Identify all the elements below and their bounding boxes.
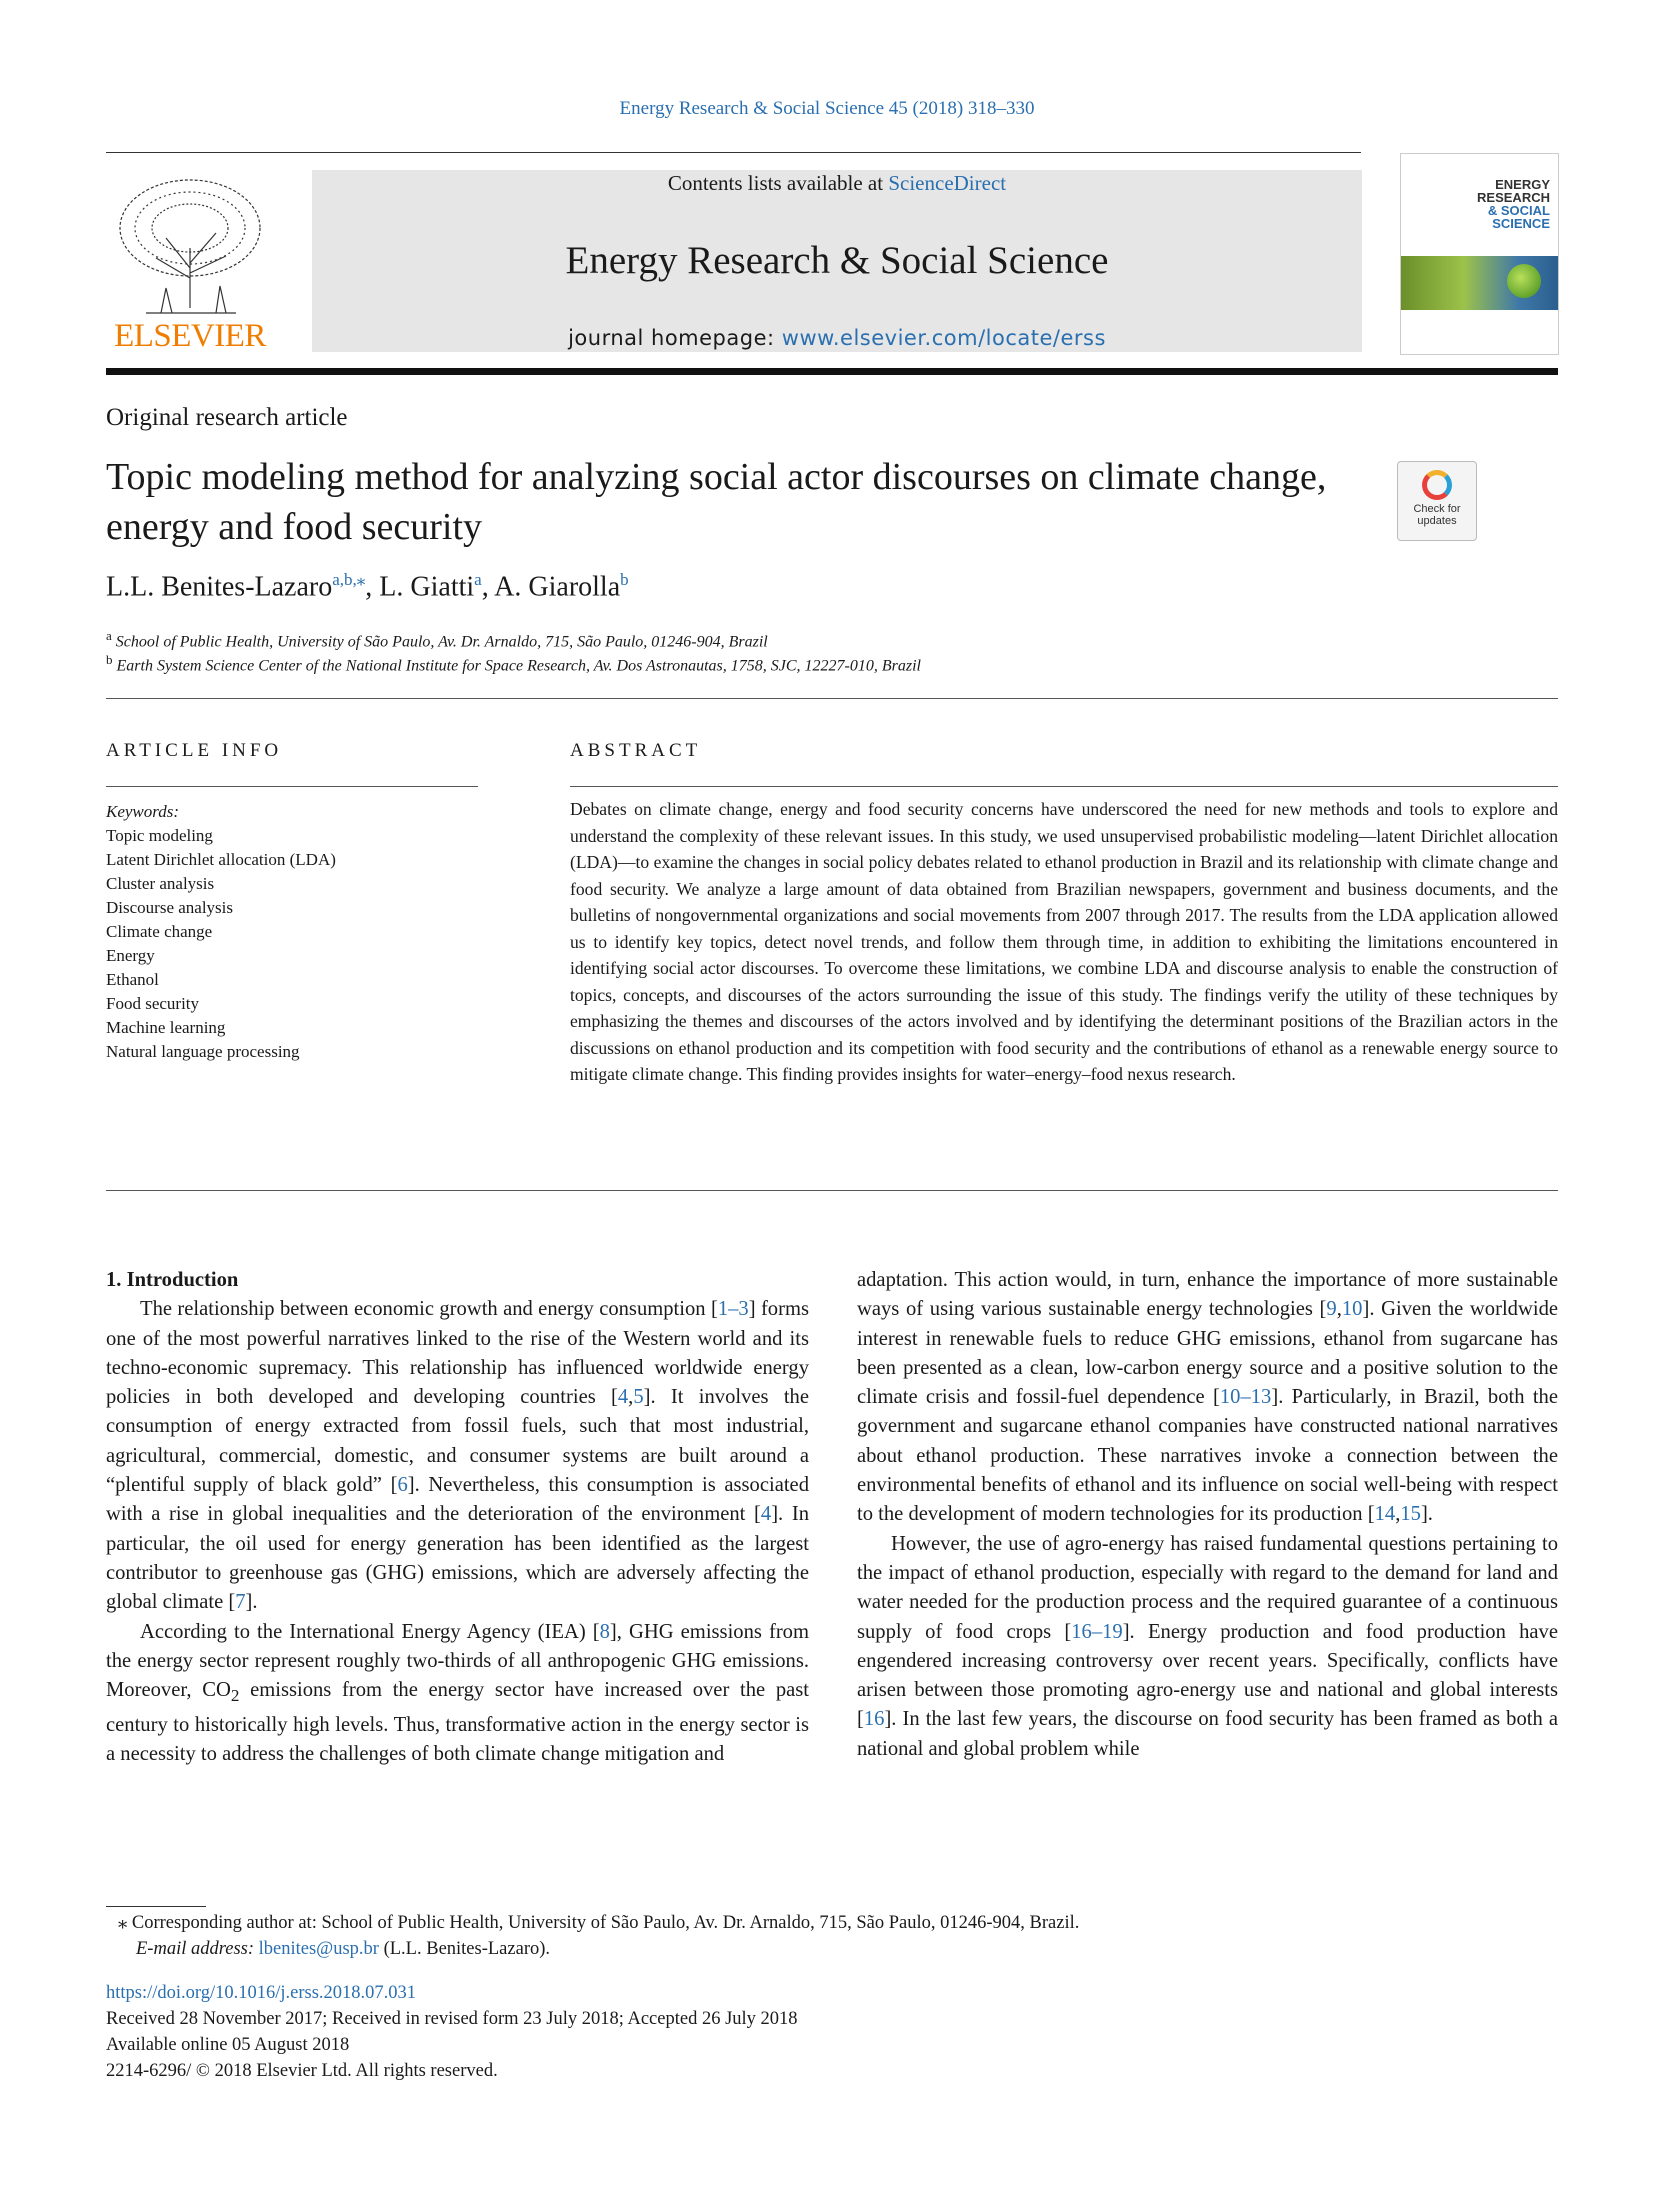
text-run: ]. In the last few years, the discourse on food security has been framed as both a national and global problem while: [857, 1708, 1558, 1760]
publication-info: [106, 1980, 798, 2084]
contents-prefix: Contents lists available at: [667, 171, 889, 195]
doi-link[interactable]: https://doi.org/10.1016/j.erss.2018.07.031: [106, 1983, 417, 2003]
text-run: ]. In particular, the oil used for energy generation has been identified as the largest contributor to greenhouse gas (GHG) emissions, which are adversely affecting the global climate [: [106, 1503, 809, 1614]
paragraph: [857, 1530, 1558, 1764]
citation-link[interactable]: 16–19: [1071, 1620, 1123, 1643]
received-dates: Received 28 November 2017; Received in revised form 23 July 2018; Accepted 26 July 2018: [106, 2009, 798, 2029]
header-thick-rule: [106, 368, 1558, 375]
author-affiliation-marks[interactable]: b: [620, 570, 629, 589]
available-online: Available online 05 August 2018: [106, 2035, 350, 2055]
divider: [570, 786, 1558, 787]
text-run: According to the International Energy Agency (IEA) [: [140, 1620, 600, 1643]
affiliation: [106, 628, 768, 651]
cover-title: [1477, 178, 1550, 230]
journal-cover-thumbnail[interactable]: [1400, 153, 1559, 355]
text-run: ,: [1395, 1503, 1401, 1526]
keyword: Latent Dirichlet allocation (LDA): [106, 850, 336, 869]
keyword: Discourse analysis: [106, 898, 234, 917]
author-separator: ,: [481, 571, 495, 603]
text-run: ]. Particularly, in Brazil, both the government and sugarcane ethanol companies have constructed national narratives about ethanol production. These narratives invoke a connection between the environmental benefits of ethanol and its influence on social well-being with respect to the development of modern technologies for its production [: [857, 1386, 1558, 1526]
footnote: [106, 1910, 1558, 1962]
text-run: ], GHG emissions from the energy sector represent roughly two-thirds of all anthropogenic GHG emissions. Moreover, CO: [106, 1620, 809, 1702]
email-suffix: (L.L. Benites-Lazaro).: [378, 1939, 551, 1959]
corresponding-author-note: [106, 1910, 1558, 1936]
citation-link[interactable]: 1–3: [717, 1298, 749, 1321]
citation-link[interactable]: 8: [599, 1620, 610, 1643]
text-run: The relationship between economic growth and energy consumption: [140, 1298, 711, 1321]
keyword: Climate change: [106, 922, 213, 941]
keywords-label: Keywords:: [106, 802, 180, 821]
text-run: However, the use of agro-energy has raised fundamental questions pertaining to the impact of ethanol production, especially with regard to the demand for land and water needed for the production process and the required guarantee of a continuous supply of food crops [: [857, 1532, 1558, 1643]
badge-line: updates: [1417, 515, 1457, 527]
citation-link[interactable]: 16: [863, 1708, 885, 1731]
citation-link[interactable]: 5: [633, 1386, 644, 1409]
citation-link[interactable]: 15: [1400, 1503, 1421, 1526]
text-run: ]. It involves the consumption of energy extracted from fossil fuels, such that most industrial, agricultural, commercial, domestic, and consumer systems are built around a “plentiful supply of black gold” [: [106, 1386, 809, 1497]
text-run: ].: [1420, 1503, 1433, 1526]
elsevier-wordmark: ELSEVIER: [114, 318, 266, 354]
article-info-heading: ARTICLE INFO: [106, 740, 283, 761]
citation-link[interactable]: 6: [397, 1474, 408, 1497]
affiliation-text: School of Public Health, University of São Paulo, Av. Dr. Arnaldo, 715, São Paulo, 01246-904, Brazil: [115, 633, 768, 651]
keyword: Energy: [106, 946, 155, 965]
affiliation-mark: b: [106, 652, 113, 667]
citation-link[interactable]: 10: [1341, 1298, 1363, 1321]
divider: [106, 1190, 1558, 1191]
citation-link[interactable]: 7: [235, 1591, 246, 1614]
keyword: Ethanol: [106, 970, 159, 989]
cover-line: RESEARCH: [1477, 190, 1550, 205]
footnote-mark: ⁎: [118, 1913, 128, 1933]
article-type: Original research article: [106, 404, 348, 431]
cover-line: SCIENCE: [1492, 216, 1550, 231]
citation-link[interactable]: 10–13: [1219, 1386, 1272, 1409]
corresponding-text: Corresponding author at: School of Public Health, University of São Paulo, Av. Dr. Arnaldo, 715, São Paulo, 01246-904, Brazil.: [131, 1913, 1080, 1933]
text-run: ] forms one of the most powerful narratives linked to the rise of the Western world and its techno-economic supremacy. This relationship has influenced worldwide energy policies in both developed and developing countries [: [106, 1298, 809, 1409]
subscript: 2: [230, 1686, 240, 1706]
author-affiliation-marks[interactable]: a: [474, 570, 482, 589]
keyword: Natural language processing: [106, 1042, 300, 1061]
divider: [106, 786, 478, 787]
keyword: Topic modeling: [106, 826, 213, 845]
contents-line: [312, 171, 1362, 196]
author-name: L. Giatti: [379, 571, 475, 603]
body-column-left: [106, 1266, 809, 1769]
copyright: 2214-6296/ © 2018 Elsevier Ltd. All rights reserved.: [106, 2061, 498, 2081]
journal-citation[interactable]: Energy Research & Social Science 45 (2018) 318–330: [619, 98, 1035, 119]
header-rule: [106, 152, 1361, 153]
citation-link[interactable]: 9: [1326, 1298, 1337, 1321]
citation-link[interactable]: 14: [1374, 1503, 1396, 1526]
article-title: Topic modeling method for analyzing social actor discourses on climate change, energy and food security: [106, 456, 1327, 548]
badge-text: [1398, 503, 1476, 527]
author-name: L.L. Benites-Lazaro: [106, 571, 333, 603]
footnote-rule: [106, 1906, 206, 1907]
email-label: E-mail address:: [136, 1939, 255, 1959]
homepage-prefix: journal homepage:: [568, 326, 782, 350]
text-run: ]. Nevertheless, this consumption is associated with a rise in global inequalities and the deterioration of the environment [: [106, 1474, 809, 1526]
author-separator: ,: [365, 571, 380, 603]
abstract-text: Debates on climate change, energy and food security concerns have underscored the need for new methods and tools to explore and understand the complexity of these relevant issues. In this study, we used unsupervised probabilistic modeling—latent Dirichlet allocation (LDA)—to examine the changes in social policy debates related to ethanol production in Brazil and its relationship with climate change and food security. We analyze a large amount of data obtained from Brazilian newspapers, government and business documents, and the bulletins of nongovernmental organizations and social movements from 2007 through 2017. The results from the LDA application allowed us to identify key topics, detect novel trends, and follow them through time, in addition to exhibiting the limitations encountered in identifying social actor discourses. To overcome these limitations, we combine LDA and discourse analysis to enable the construction of topics, concepts, and discourses of the actors surrounding the issue of this study. The findings verify the utility of these techniques by emphasizing the themes and discourses of the actors involved and by identifying the determinant positions of the Brazilian actors in the discussions on ethanol production and its competition with food security and the contributions of ethanol as a renewable energy source to mitigate climate change. This finding provides insights for water–energy–food nexus research.: [570, 799, 1558, 1084]
text-run: ,: [628, 1386, 634, 1409]
cover-line: & SOCIAL: [1487, 203, 1550, 218]
text-run: ]. Given the worldwide interest in renewable fuels to reduce GHG emissions, ethanol from sugarcane has been presented as a clean, low-carbon energy source and a positive solution to the climate crisis and fossil-fuel dependence [: [857, 1298, 1559, 1409]
paragraph: [106, 1295, 809, 1617]
affiliation-mark: a: [106, 628, 112, 643]
homepage-line: [312, 326, 1362, 350]
author-name: A. Giarolla: [494, 571, 621, 603]
citation-link[interactable]: 4: [760, 1503, 772, 1526]
homepage-link[interactable]: www.elsevier.com/locate/erss: [781, 326, 1106, 350]
paragraph: [106, 1618, 809, 1770]
check-for-updates-badge[interactable]: [1397, 461, 1477, 541]
paragraph: [857, 1266, 1558, 1530]
check-updates-icon: [1422, 470, 1452, 500]
text-run: ,: [1336, 1298, 1342, 1321]
body-column-right: [857, 1266, 1558, 1764]
keyword: Machine learning: [106, 1018, 226, 1037]
abstract-heading: ABSTRACT: [570, 740, 702, 761]
text-run: adaptation. This action would, in turn, enhance the importance of more sustainable ways of using various sustainable energy technologies [: [857, 1269, 1558, 1321]
text-run: ]. Energy production and food production have engendered increasing controversy over recent years. Specifically, conflicts have arisen between those promoting agro-energy use and national and global interests [: [857, 1620, 1558, 1731]
keyword: Cluster analysis: [106, 874, 215, 893]
author-list: [106, 570, 629, 603]
affiliation: [106, 652, 921, 675]
text-run: ].: [245, 1591, 258, 1614]
section-heading: 1. Introduction: [106, 1269, 239, 1291]
email-line: [106, 1936, 1558, 1962]
email-link[interactable]: lbenites@usp.br: [258, 1939, 379, 1959]
text-run: emissions from the energy sector have increased over the past century to historically high levels. Thus, transformative action in the energy sector is a necessity to address the challenges of both climate change mitigation and: [106, 1679, 809, 1765]
badge-line: Check for: [1413, 503, 1461, 515]
divider: [106, 698, 1558, 699]
globe-icon: [1507, 264, 1541, 298]
affiliation-text: Earth System Science Center of the National Institute for Space Research, Av. Dos Astronautas, 1758, SJC, 12227-010, Brazil: [116, 657, 921, 675]
author-affiliation-marks[interactable]: a,b,⁎: [332, 570, 366, 589]
keywords-list: [106, 800, 478, 1064]
journal-name: Energy Research & Social Science: [565, 239, 1109, 282]
citation-link[interactable]: 4: [617, 1386, 629, 1409]
text-run: [: [710, 1298, 718, 1321]
sciencedirect-link[interactable]: ScienceDirect: [888, 171, 1007, 195]
cover-line: ENERGY: [1495, 177, 1550, 192]
keyword: Food security: [106, 994, 200, 1013]
